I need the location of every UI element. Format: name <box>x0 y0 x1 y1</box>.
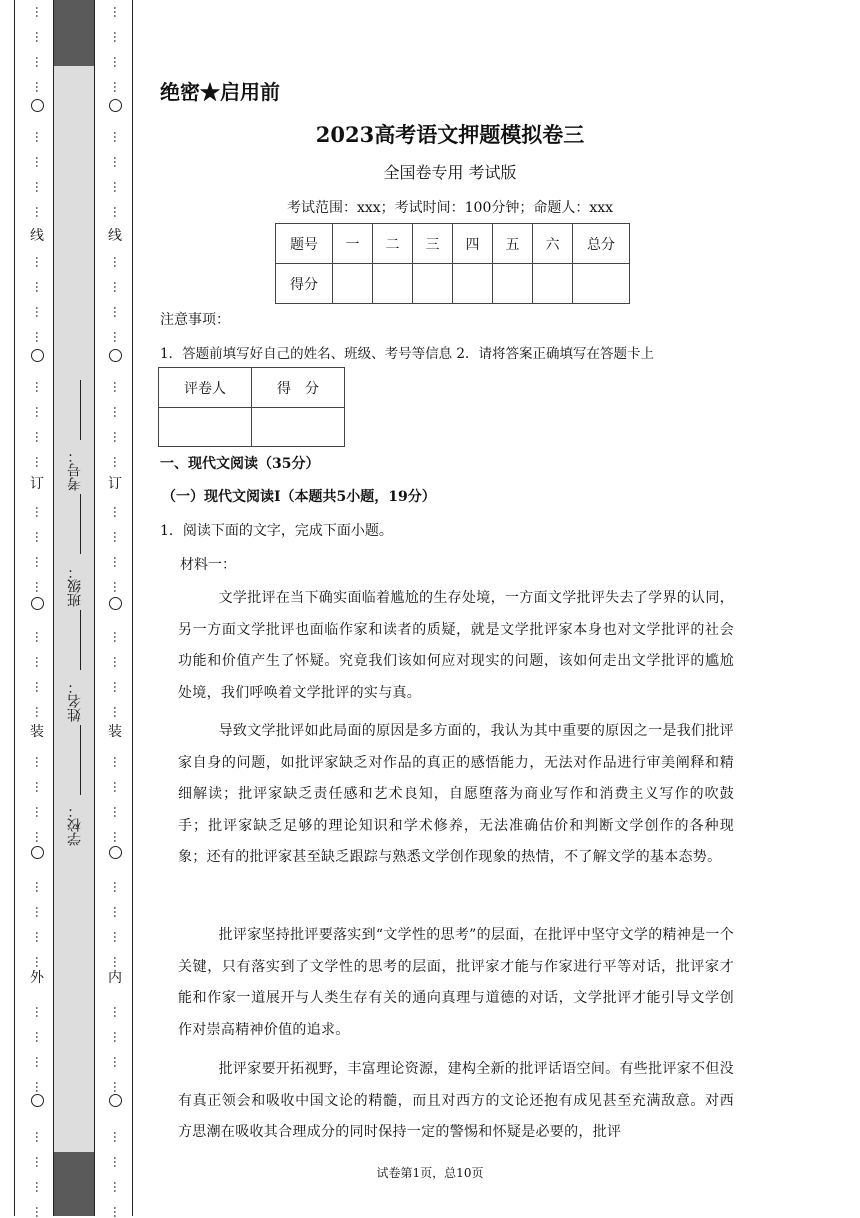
seal-dots: … <box>33 831 47 843</box>
seal-dots: … <box>111 531 125 543</box>
grader-score-label: 得 分 <box>252 368 345 408</box>
subsection-title: （一）现代文阅读Ⅰ（本题共5小题，19分） <box>162 489 436 505</box>
seal-dots: … <box>111 256 125 268</box>
page-title: 2023高考语文押题模拟卷三 <box>315 122 585 147</box>
seal-circle-icon <box>31 99 44 112</box>
seal-label: 外 <box>30 970 44 986</box>
score-cell[interactable] <box>373 264 413 304</box>
score-header-cell: 三 <box>413 224 453 264</box>
seal-dots: … <box>33 781 47 793</box>
score-table <box>275 223 630 304</box>
exam-number-field[interactable] <box>60 445 90 491</box>
seal-label: 线 <box>30 228 44 244</box>
seal-dots: … <box>33 1206 47 1218</box>
seal-circle-icon <box>31 349 44 362</box>
seal-dots: … <box>33 1181 47 1193</box>
seal-dots: … <box>111 306 125 318</box>
seal-dots: … <box>33 581 47 593</box>
seal-dots: … <box>33 181 47 193</box>
seal-dots: … <box>111 331 125 343</box>
seal-dots: … <box>111 431 125 443</box>
seal-dots: … <box>111 181 125 193</box>
seal-circle-icon <box>109 1094 122 1107</box>
name-field[interactable] <box>60 676 90 722</box>
seal-dots: … <box>111 906 125 918</box>
seal-dots: … <box>111 681 125 693</box>
score-cell[interactable] <box>573 264 630 304</box>
score-cell[interactable] <box>453 264 493 304</box>
band-border-right <box>94 0 95 1216</box>
score-cell[interactable] <box>533 264 573 304</box>
seal-dots: … <box>111 1206 125 1218</box>
seal-dots: … <box>111 1031 125 1043</box>
seal-dots: … <box>33 331 47 343</box>
seal-dots: … <box>111 456 125 468</box>
seal-dots: … <box>33 406 47 418</box>
seal-dots: … <box>33 156 47 168</box>
seal-dots: … <box>111 556 125 568</box>
margin-border-right <box>132 0 133 1216</box>
score-row-label: 得分 <box>276 264 333 304</box>
score-header-cell: 六 <box>533 224 573 264</box>
passage-paragraph: 批评家要开拓视野，丰富理论资源，建构全新的批评话语空间。有些批评家不但没有真正领会和吸收中国文论的精髓，而且对西方的文论还抱有成见甚至充满敌意。对西方思潮在吸收其合理成分的同时保持一定的警惕和怀疑是必要的，批评 <box>178 1061 734 1141</box>
grader-score-cell[interactable] <box>252 408 345 447</box>
seal-dots: … <box>33 281 47 293</box>
exam-number-label: 考号： <box>67 449 83 491</box>
seal-dots: … <box>33 881 47 893</box>
seal-dots: … <box>111 881 125 893</box>
seal-dots: … <box>111 1006 125 1018</box>
name-underline <box>80 610 81 670</box>
seal-dots: … <box>33 456 47 468</box>
seal-dots: … <box>33 6 47 18</box>
score-header-cell: 总分 <box>573 224 630 264</box>
seal-dots: … <box>33 256 47 268</box>
score-header-row <box>276 224 630 264</box>
seal-dots: … <box>111 381 125 393</box>
seal-dots: … <box>111 631 125 643</box>
seal-dots: … <box>111 1081 125 1093</box>
seal-dots: … <box>111 506 125 518</box>
inner-seal-line <box>106 0 124 1216</box>
grader-label: 评卷人 <box>159 368 252 408</box>
seal-dots: … <box>111 1181 125 1193</box>
seal-dots: … <box>111 81 125 93</box>
seal-label: 装 <box>108 724 122 740</box>
class-underline <box>80 494 81 554</box>
score-value-row <box>276 264 630 304</box>
grader-cell[interactable] <box>159 408 252 447</box>
seal-dots: … <box>33 681 47 693</box>
seal-dots: … <box>111 806 125 818</box>
seal-dots: … <box>111 1156 125 1168</box>
name-label: 姓名： <box>67 680 83 722</box>
band-dark-bottom <box>54 1152 94 1216</box>
seal-dots: … <box>33 531 47 543</box>
grader-table <box>158 367 345 447</box>
seal-circle-icon <box>31 846 44 859</box>
score-cell[interactable] <box>493 264 533 304</box>
seal-dots: … <box>33 431 47 443</box>
seal-label: 线 <box>108 228 122 244</box>
seal-dots: … <box>111 156 125 168</box>
seal-dots: … <box>111 406 125 418</box>
notice-title: 注意事项： <box>160 312 230 328</box>
score-header-cell: 四 <box>453 224 493 264</box>
material-label: 材料一： <box>180 557 236 573</box>
seal-dots: … <box>33 81 47 93</box>
passage-paragraph: 批评家坚持批评要落实到“文学性的思考”的层面，在批评中坚守文学的精神是一个关键，只有落实到了文学性的思考的层面，批评家才能与作家进行平等对话，批评家才能和作家一道展开与人类生存有关的通向真理与道德的对话，文学批评才能引导文学创作对崇高精神价值的追求。 <box>178 927 735 1038</box>
seal-dots: … <box>33 1156 47 1168</box>
seal-dots: … <box>33 306 47 318</box>
seal-dots: … <box>111 131 125 143</box>
seal-dots: … <box>111 56 125 68</box>
seal-dots: … <box>111 206 125 218</box>
seal-circle-icon <box>109 349 122 362</box>
seal-dots: … <box>33 381 47 393</box>
seal-dots: … <box>111 706 125 718</box>
seal-label: 内 <box>108 970 122 986</box>
seal-dots: … <box>33 706 47 718</box>
notice-item: 1．答题前填写好自己的姓名、班级、考号等信息 2．请将答案正确填写在答题卡上 <box>160 346 654 362</box>
page-subtitle: 全国卷专用 考试版 <box>383 163 517 182</box>
seal-dots: … <box>33 806 47 818</box>
seal-dots: … <box>33 956 47 968</box>
band-dark-top <box>54 0 94 66</box>
seal-circle-icon <box>31 597 44 610</box>
seal-dots: … <box>111 1056 125 1068</box>
seal-circle-icon <box>109 846 122 859</box>
seal-dots: … <box>33 1031 47 1043</box>
seal-dots: … <box>111 956 125 968</box>
seal-dots: … <box>111 281 125 293</box>
seal-dots: … <box>33 506 47 518</box>
exam-info: 考试范围：xxx；考试时间：100分钟；命题人：xxx <box>286 200 614 216</box>
seal-dots: … <box>111 931 125 943</box>
confidential-mark: 绝密★启用前 <box>160 80 280 104</box>
page-footer: 试卷第1页，总10页 <box>376 1166 484 1180</box>
score-header-cell: 二 <box>373 224 413 264</box>
score-cell[interactable] <box>413 264 453 304</box>
passage-paragraph: 文学批评在当下确实面临着尴尬的生存处境，一方面文学批评失去了学界的认同，另一方面文学批评也面临作家和读者的质疑，就是文学批评家本身也对文学批评的社会功能和价值产生了怀疑。究竟我们该如何应对现实的问题，该如何走出文学批评的尴尬处境，我们呼唤着文学批评的实与真。 <box>178 590 734 701</box>
seal-dots: … <box>111 781 125 793</box>
seal-dots: … <box>111 656 125 668</box>
seal-label: 订 <box>30 476 44 492</box>
seal-dots: … <box>33 1131 47 1143</box>
seal-dots: … <box>111 581 125 593</box>
seal-label: 装 <box>30 724 44 740</box>
seal-dots: … <box>33 756 47 768</box>
seal-circle-icon <box>109 597 122 610</box>
seal-dots: … <box>33 631 47 643</box>
outer-seal-line <box>28 0 46 1216</box>
seal-dots: … <box>33 206 47 218</box>
seal-dots: … <box>111 1131 125 1143</box>
question-prompt: 1．阅读下面的文字，完成下面小题。 <box>160 523 393 539</box>
class-label: 班级： <box>67 565 83 607</box>
school-underline <box>80 725 81 795</box>
score-header-cell: 一 <box>333 224 373 264</box>
passage-paragraph: 导致文学批评如此局面的原因是多方面的，我认为其中重要的原因之一是我们批评家自身的问题，如批评家缺乏对作品的真正的感悟能力，无法对作品进行审美阐释和精细解读；批评家缺乏责任感和艺术良知，自愿堕落为商业写作和消费主义写作的吹鼓手；批评家缺乏足够的理论知识和学术修养，无法准确估价和判断文学创作的各种现象；还有的批评家甚至缺乏跟踪与熟悉文学创作现象的热情，不了解文学的基本态势。 <box>178 723 734 866</box>
score-header-cell: 题号 <box>276 224 333 264</box>
class-field[interactable] <box>60 561 90 607</box>
seal-dots: … <box>33 31 47 43</box>
score-header-cell: 五 <box>493 224 533 264</box>
seal-dots: … <box>33 656 47 668</box>
seal-dots: … <box>33 1056 47 1068</box>
seal-dots: … <box>33 56 47 68</box>
seal-circle-icon <box>109 99 122 112</box>
seal-label: 订 <box>108 476 122 492</box>
seal-dots: … <box>111 31 125 43</box>
exam-number-underline <box>80 380 81 440</box>
student-info-band <box>54 0 94 1216</box>
school-label: 学校： <box>67 804 83 846</box>
seal-dots: … <box>33 931 47 943</box>
seal-dots: … <box>33 906 47 918</box>
score-cell[interactable] <box>333 264 373 304</box>
seal-dots: … <box>111 831 125 843</box>
seal-circle-icon <box>31 1094 44 1107</box>
seal-dots: … <box>33 1006 47 1018</box>
margin-border-left <box>14 0 15 1216</box>
seal-dots: … <box>111 6 125 18</box>
section-title: 一、现代文阅读（35分） <box>160 456 320 472</box>
seal-dots: … <box>111 756 125 768</box>
seal-dots: … <box>33 556 47 568</box>
seal-dots: … <box>33 1081 47 1093</box>
seal-dots: … <box>33 131 47 143</box>
school-field[interactable] <box>60 800 90 846</box>
